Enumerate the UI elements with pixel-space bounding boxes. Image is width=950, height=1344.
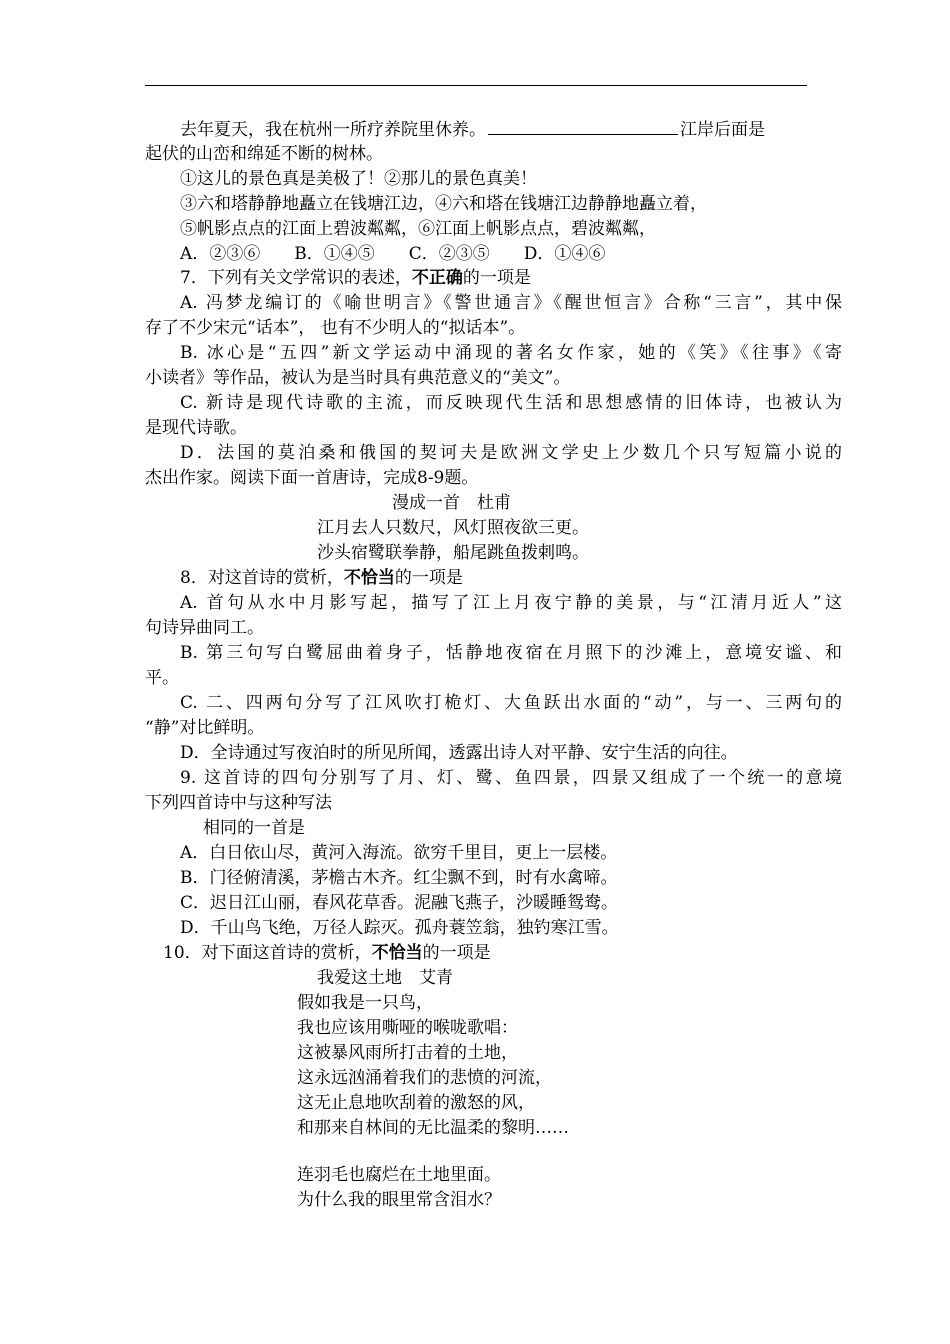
poem-2-line: 连羽毛也腐烂在土地里面。 — [297, 1165, 501, 1185]
answer-blank[interactable] — [488, 117, 678, 135]
question-8-option-b: B. 第三句写白鹭屈曲着身子，恬静地夜宿在月照下的沙滩上，意境安谧、和 — [180, 643, 842, 663]
question-7-option-b-cont: 小读者》等作品，被认为是当时具有典范意义的“美文”。 — [145, 368, 571, 388]
question-8-stem: 8．对这首诗的赏析，不恰当的一项是 — [180, 568, 463, 588]
poem-2-line: 和那来自林间的无比温柔的黎明…… — [297, 1118, 569, 1138]
poem-2-title: 我爱这土地 艾青 — [317, 968, 453, 988]
question-7-option-b: B. 冰心是“五四”新文学运动中涌现的著名女作家，她的《笑》《往事》《寄 — [180, 343, 842, 363]
question-9-stem-cont: 相同的一首是 — [203, 818, 305, 838]
passage-choices: A．②③⑥ B．①④⑤ C．②③⑤ D．①④⑥ — [180, 244, 606, 264]
question-8-option-c: C. 二、四两句分写了江风吹打桅灯、大鱼跃出水面的“动”，与一、三两句的 — [180, 693, 842, 713]
question-7-option-a-cont: 存了不少宋元“话本”， 也有不少明人的“拟话本”。 — [145, 318, 526, 338]
question-9-option-d: D．千山鸟飞绝，万径人踪灭。孤舟蓑笠翁，独钓寒江雪。 — [180, 918, 619, 938]
question-9-option-c: C．迟日江山丽，春风花草香。泥融飞燕子，沙暖睡鸳鸯。 — [180, 893, 619, 913]
poem-1-line: 沙头宿鹭联拳静，船尾跳鱼拨剌鸣。 — [317, 543, 589, 563]
poem-1-line: 江月去人只数尺，风灯照夜欲三更。 — [317, 518, 589, 538]
question-9-stem: 9. 这首诗的四句分别写了月、灯、鹭、鱼四景，四景又组成了一个统一的意境 — [180, 768, 842, 788]
question-9-option-a: A．白日依山尽，黄河入海流。欲穷千里目，更上一层楼。 — [180, 843, 618, 863]
question-10-stem: 10．对下面这首诗的赏析，不恰当的一项是 — [163, 943, 491, 963]
poem-2-line: 这无止息地吹刮着的激怒的风， — [297, 1093, 535, 1113]
question-7-option-d-cont: 杰出作家。阅读下面一首唐诗，完成8-9题。 — [145, 468, 479, 488]
question-7-option-c-cont: 是现代诗歌。 — [145, 418, 247, 438]
poem-2-line: 假如我是一只鸟， — [297, 993, 433, 1013]
passage-option-line: ⑤帆影点点的江面上碧波粼粼，⑥江面上帆影点点，碧波粼粼， — [180, 219, 656, 239]
poem-2-line: 这被暴风雨所打击着的土地， — [297, 1043, 518, 1063]
question-7-option-a: A. 冯梦龙编订的《喻世明言》《警世通言》《醒世恒言》合称“三言”，其中保 — [180, 293, 842, 313]
poem-2-line: 我也应该用嘶哑的喉咙歌唱： — [297, 1018, 518, 1038]
question-7-option-c: C. 新诗是现代诗歌的主流，而反映现代生活和思想感情的旧体诗，也被认为 — [180, 393, 842, 413]
poem-2-line: 这永远汹涌着我们的悲愤的河流， — [297, 1068, 552, 1088]
header-rule — [145, 85, 807, 86]
poem-1-title: 漫成一首 杜甫 — [392, 493, 511, 513]
question-8-option-a: A. 首句从水中月影写起，描写了江上月夜宁静的美景，与“江清月近人”这 — [180, 593, 842, 613]
question-7-stem: 7．下列有关文学常识的表述，不正确的一项是 — [180, 268, 531, 288]
question-8-option-d: D．全诗通过写夜泊时的所见所闻，透露出诗人对平静、安宁生活的向往。 — [180, 743, 738, 763]
question-7-option-d: D．法国的莫泊桑和俄国的契诃夫是欧洲文学史上少数几个只写短篇小说的 — [180, 443, 842, 463]
passage-option-line: ①这儿的景色真是美极了！②那儿的景色真美！ — [180, 169, 537, 189]
question-8-option-a-cont: 句诗异曲同工。 — [145, 618, 264, 638]
question-8-option-c-cont: “静”对比鲜明。 — [145, 718, 265, 738]
question-8-option-b-cont: 平。 — [145, 668, 179, 688]
question-9-stem-cont: 下列四首诗中与这种写法 — [145, 793, 332, 813]
passage-option-line: ③六和塔静静地矗立在钱塘江边，④六和塔在钱塘江边静静地矗立着， — [180, 194, 707, 214]
passage-line-2: 起伏的山峦和绵延不断的树林。 — [145, 144, 383, 164]
question-9-option-b: B．门径俯清溪，茅檐古木齐。红尘飘不到，时有水禽啼。 — [180, 868, 618, 888]
poem-2-line: 为什么我的眼里常含泪水？ — [297, 1190, 501, 1210]
passage-line-1: 去年夏天，我在杭州一所疗养院里休养。 江岸后面是 — [145, 117, 842, 142]
